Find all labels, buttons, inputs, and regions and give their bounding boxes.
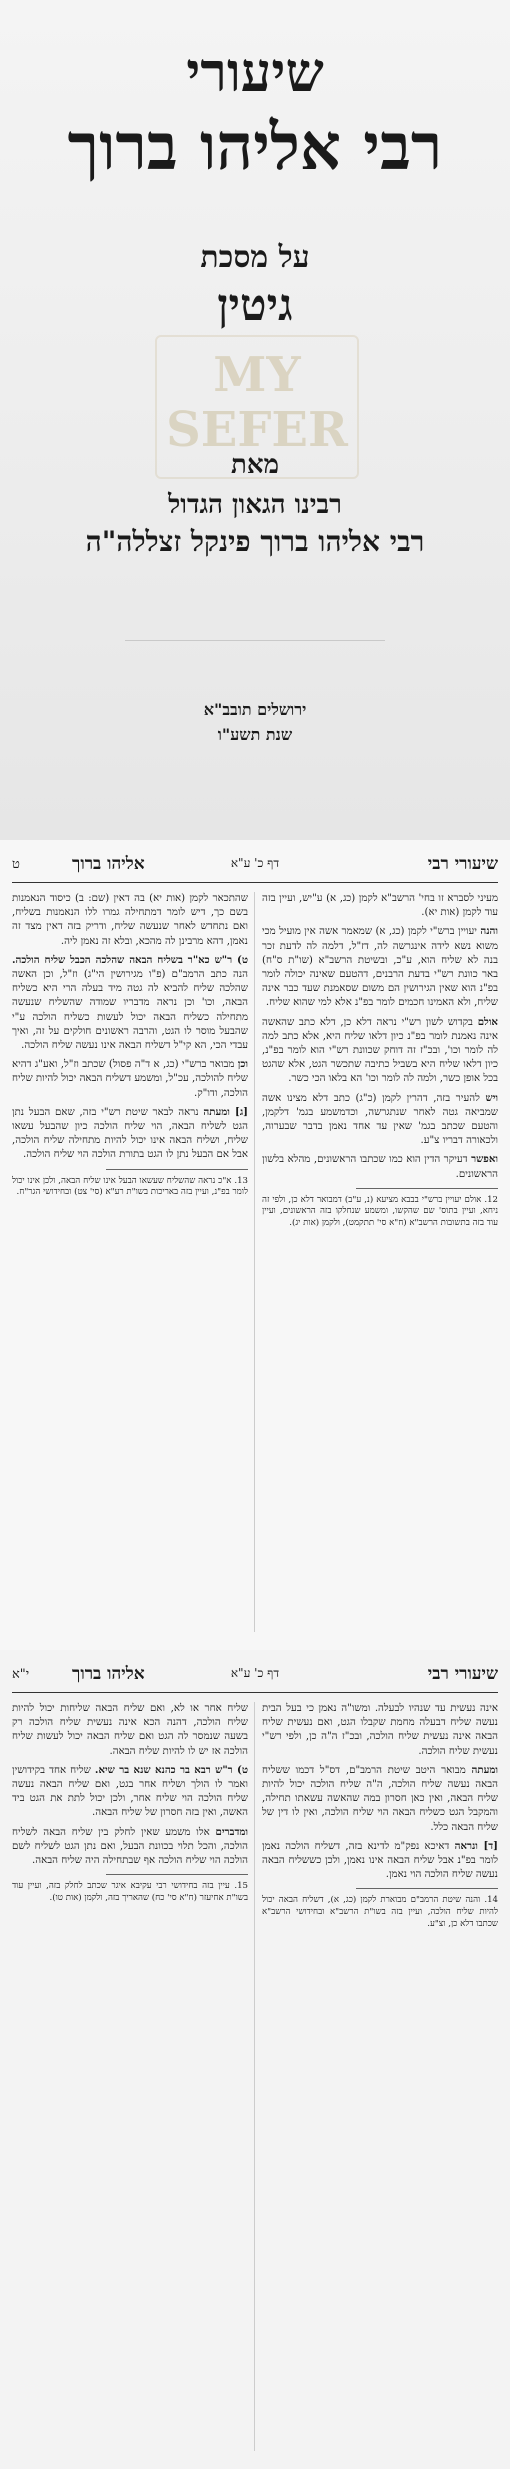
- header-daf: דף כ' ע"א: [230, 1666, 280, 1680]
- footnote-separator: [106, 1169, 248, 1170]
- paragraph: ויש להעיר בזה, דהרין לקמן (כ"ג) כתב דלא מצינו אשה שמביאה גטה לאחר שנתגרשה, וכדמשמע בגמ' דלקמן, והטעם שכתב בגמ' שאין עד אחד נאמן בדבר שבערוה, ולכאורה דבריו צ"ע.: [262, 1091, 498, 1147]
- cover-author: רבי אליהו ברוך פינקל זצללה"ה: [85, 525, 425, 558]
- footnote: 12. אולם יעויין ברש"י בבבא מציעא (נ, ע"ב) דמבואר דלא כן, ולפי זה ניחא, ועיין בתוס' שם שהקשו, ומשמע שנחלקו בזה הראשונים, ועיין עוד בזה בתשובות הרשב"א (ח"א סי' תתקמט), ולקמן (אות יג).: [262, 1194, 498, 1229]
- watermark-text-2: SEFER: [166, 402, 348, 458]
- footnote: 15. עיין בזה בחידושי רבי עקיבא איגר שכתב לחלק בזה, ועיין עוד בשו"ת אחיעזר (ח"א סי' כח) שהאריך בזה, ולקמן (אות טו).: [12, 1881, 248, 1903]
- running-header: [12, 854, 498, 880]
- footnote: 13. א"כ נראה שהשליח שעשאו הבעל אינו שליח הבאה, ולכן אינו יכול לומר בפ"נ, ועיין בזה באריכות בשו"ת רע"א (סי' צט) ובחידושי הגר"ח.: [12, 1175, 248, 1198]
- paragraph: מעיני לסברא זו בחי' הרשב"א לקמן (כג, א) ע"יש, ועיין בזה עוד לקמן (אות יא).: [262, 893, 498, 919]
- paragraph: [ד] ונראה דאיכא נפק"מ לדינא בזה, דשליח הולכה נאמן לומר בפ"נ אבל שליח הבאה אינו נאמן, ולכן כששליח הבאה נעשה שליח הולכה הוי נאמן.: [262, 1839, 498, 1881]
- paragraph: אולם בקדוש לשון רש"י נראה דלא כן, דלא כתב שהאשה אינה נאמנת לומר בפ"נ כיון דלאו שליח היא, אלא כתב למה לה לומר וכו', ובכ"ז זה דוחק שכוונת רש"י הוא לומר בפ"נ, כיון דלאו שליח היא בשביל כתיבה שתכשר הגט, אלא שהגט בכל אופן כשר, ולמה לה לומר וכו' הא בלאו הכי כשר.: [262, 1015, 498, 1085]
- header-book-title: שיעורי רבי: [427, 854, 498, 874]
- paragraph-lead: [ד] ונראה: [454, 1839, 498, 1852]
- text-column-left: [12, 892, 248, 1632]
- text-column-right: [262, 892, 498, 1632]
- footnote-separator: [106, 1874, 248, 1875]
- page-number: י"א: [12, 1667, 30, 1682]
- paragraph-lead: ט) ר"ש רבא בר כהנא שנא בר שיא.: [94, 1763, 248, 1776]
- paragraph: אינה נעשית עד שנהיו לבעלה. ומשו"ה נאמן כי בעל הבית נעשה שליח דבעלה מחמת שקבלו הגט, ואם נעשית שליח הבאה אינה נעשית שליח הולכה, ובכ"ז ה"ה כן, ולפי רש"י נעשית שליח הולכה.: [262, 1703, 498, 1757]
- paragraph-lead: ט) ר"ש כא"ר בשליח הבאה שהלכה הכבל שליח הולכה.: [12, 953, 248, 966]
- paragraph-lead: ומעתה: [471, 1763, 498, 1776]
- column-gutter: [254, 1702, 255, 2451]
- cover-rav: רבינו הגאון הגדול: [168, 490, 342, 520]
- cover-tractate: גיטין: [217, 280, 293, 331]
- cover-page: [0, 0, 510, 840]
- paragraph-lead: [ג] ומעתה: [203, 1105, 248, 1118]
- book-page-2: [0, 840, 510, 1650]
- header-book-title: שיעורי רבי: [427, 1664, 498, 1684]
- paragraph: שהתכאר לקמן (אות יא) בה דאין (שם: ב) כיסוד הנאמנות בשם כך, דיש לומר דמתחילה גמרו ללו הנאמנות בשליח, ואם נתחדש לאחר שנעשה שליח, ודריק בזה דאין מצד זה נאמן, דהא מרבינן לה מהכא, ובלא זה נאמן ליה.: [12, 893, 248, 947]
- cover-title-line-2: רבי אליהו ברוך: [67, 110, 443, 185]
- footnote-separator: [356, 1188, 498, 1189]
- cover-year: שנת תשע"ו: [217, 725, 293, 744]
- text-column-right: [262, 1702, 498, 2451]
- paragraph: [ג] ומעתה נראה לבאר שיטת רש"י בזה, שאם הבעל נתן הגט לשליח הבאה, הוי שליח הולכה כיון שהבעל עשאו שליח, ושליח הבאה אינו יכול להיות מתחילה שליח הולכה, אבל אם הבעל נתן לו הגט בתורת הולכה הוי שליח הולכה.: [12, 1105, 248, 1161]
- cover-on-tractate: על מסכת: [200, 240, 310, 275]
- header-daf: דף כ' ע"א: [230, 856, 280, 870]
- column-gutter: [254, 892, 255, 1632]
- cover-divider: [125, 640, 385, 641]
- paragraph-lead: ומדברים: [215, 1825, 248, 1838]
- text-column-left: [12, 1702, 248, 2451]
- watermark-text-1: MY: [213, 347, 301, 403]
- page-number: ט: [12, 857, 20, 872]
- paragraph-lead: ואפשר: [471, 1153, 498, 1166]
- paragraph: שליח אחר או לא, ואם שליח הבאה שליחות יכול להיות שליח הולכה, דהנה הכא אינה נעשית שליח הולכה רק בשעה שנמסר לה הגט ואם שליח הבאה יכול לעשות שליח הולכה אז יש לו להיות שליח הבאה.: [12, 1703, 248, 1757]
- paragraph-lead: ויש: [485, 1091, 498, 1104]
- paragraph: וכן מבואר ברש"י (כג, א ד"ה פסול) שכתב וז"ל, ואע"ג דהיא שליח להולכה, עכ"ל, ומשמע דשליח הבאה יכול להיות שליח הולכה, ודו"ק.: [12, 1058, 248, 1099]
- footnote-separator: [356, 1888, 498, 1889]
- header-author: אליהו ברוך: [72, 1664, 145, 1684]
- running-header: [12, 1664, 498, 1690]
- paragraph: ט) ר"ש רבא בר כהנא שנא בר שיא. שליח אחד בקידושין ואמר לו הולך ושליח אחר בגט, ואם שליח הבאה נעשה שליח הולכה הוי שליח אחר, ולכן יכול לתת את הגט ביד האשה, ואין בזה חסרון של שליח הבאה.: [12, 1763, 248, 1819]
- paragraph: ומעתה מבואר היטב שיטת הרמב"ם, דס"ל דכמו ששליח הבאה נעשה שליח הולכה, ה"ה שליח הולכה יכול להיות שליח הבאה, ואין כאן חסרון במה שהאשה עשאתו תחילה, והמקבל הגט כשליח הבאה הוי שליח הולכה, ואין לו דין של שליח הבאה כלל.: [262, 1763, 498, 1833]
- paragraph-lead: וכן: [237, 1058, 248, 1071]
- paragraph: ומדברים אלו משמע שאין לחלק בין שליח הבאה לשליח הולכה, והכל תלוי בכוונת הבעל, ואם נתן הגט לשליח לשם הולכה הוי שליח הולכה אף שבתחילה היה שליח הבאה.: [12, 1825, 248, 1867]
- footnote: 14. והנה שיטת הרמב"ם מבוארת לקמן (כג, א), דשליח הבאה יכול להיות שליח הולכה, ועיין בזה בשו"ת הרשב"א ובחידושי הרשב"א שכתבו דלא כן, וצ"ע.: [262, 1895, 498, 1929]
- paragraph-lead: אולם: [477, 1015, 498, 1028]
- cover-title-line-1: שיעורי: [186, 40, 324, 104]
- book-page-3: [0, 1650, 510, 2469]
- cover-by: מאת: [231, 450, 279, 480]
- paragraph: ואפשר דעיקר הדין הוא כמו שכתבו הראשונים, מהלא בלשון הראשונים.: [262, 1153, 498, 1180]
- header-author: אליהו ברוך: [72, 854, 145, 874]
- cover-city: ירושלים תובב"א: [203, 700, 307, 719]
- paragraph: ט) ר"ש כא"ר בשליח הבאה שהלכה הכבל שליח הולכה. הנה כתב הרמב"ם (פ"ו מגירושין הי"ג) וז"ל, וכן האשה שהלכה שליח להביא לה גטה מיד בעלה הרי היא כשליח הבאה, וכו' וכן נראה מדבריו שמודה שהשליח שנעשה מתחילה כשליח הבאה יכול לעשות כשליח הולכה ע"י שהבעל מוסר לו הגט, והרבה ראשונים חולקים על זה, ואיך עבדי הכי, הא קי"ל דשליח הבאה אינו נעשה שליח הולכה.: [12, 953, 248, 1052]
- header-rule: [12, 882, 498, 883]
- paragraph-lead: והנה: [480, 925, 498, 938]
- paragraph: והנה יעויין ברש"י לקמן (כג, א) שמאמר אשה אין מועיל מכי משוא נשא לידה אינגרשה לה, דז"ל, דלמה לה לדעת זכר בנה לא שליח הוא, ע"כ, ובשיטת הרשב"א (שו"ת ס"ח) באר כוונת רש"י בדעת הרבנים, דהטעם שאינה יכולה לומר בפ"נ הוא שאין הגירושין הם משום שסאמנת שעד כבר אינה שליח, ולא האמינו חכמים לומר בפ"נ אלא למי שהוא שליח.: [262, 925, 498, 1009]
- header-rule: [12, 1692, 498, 1693]
